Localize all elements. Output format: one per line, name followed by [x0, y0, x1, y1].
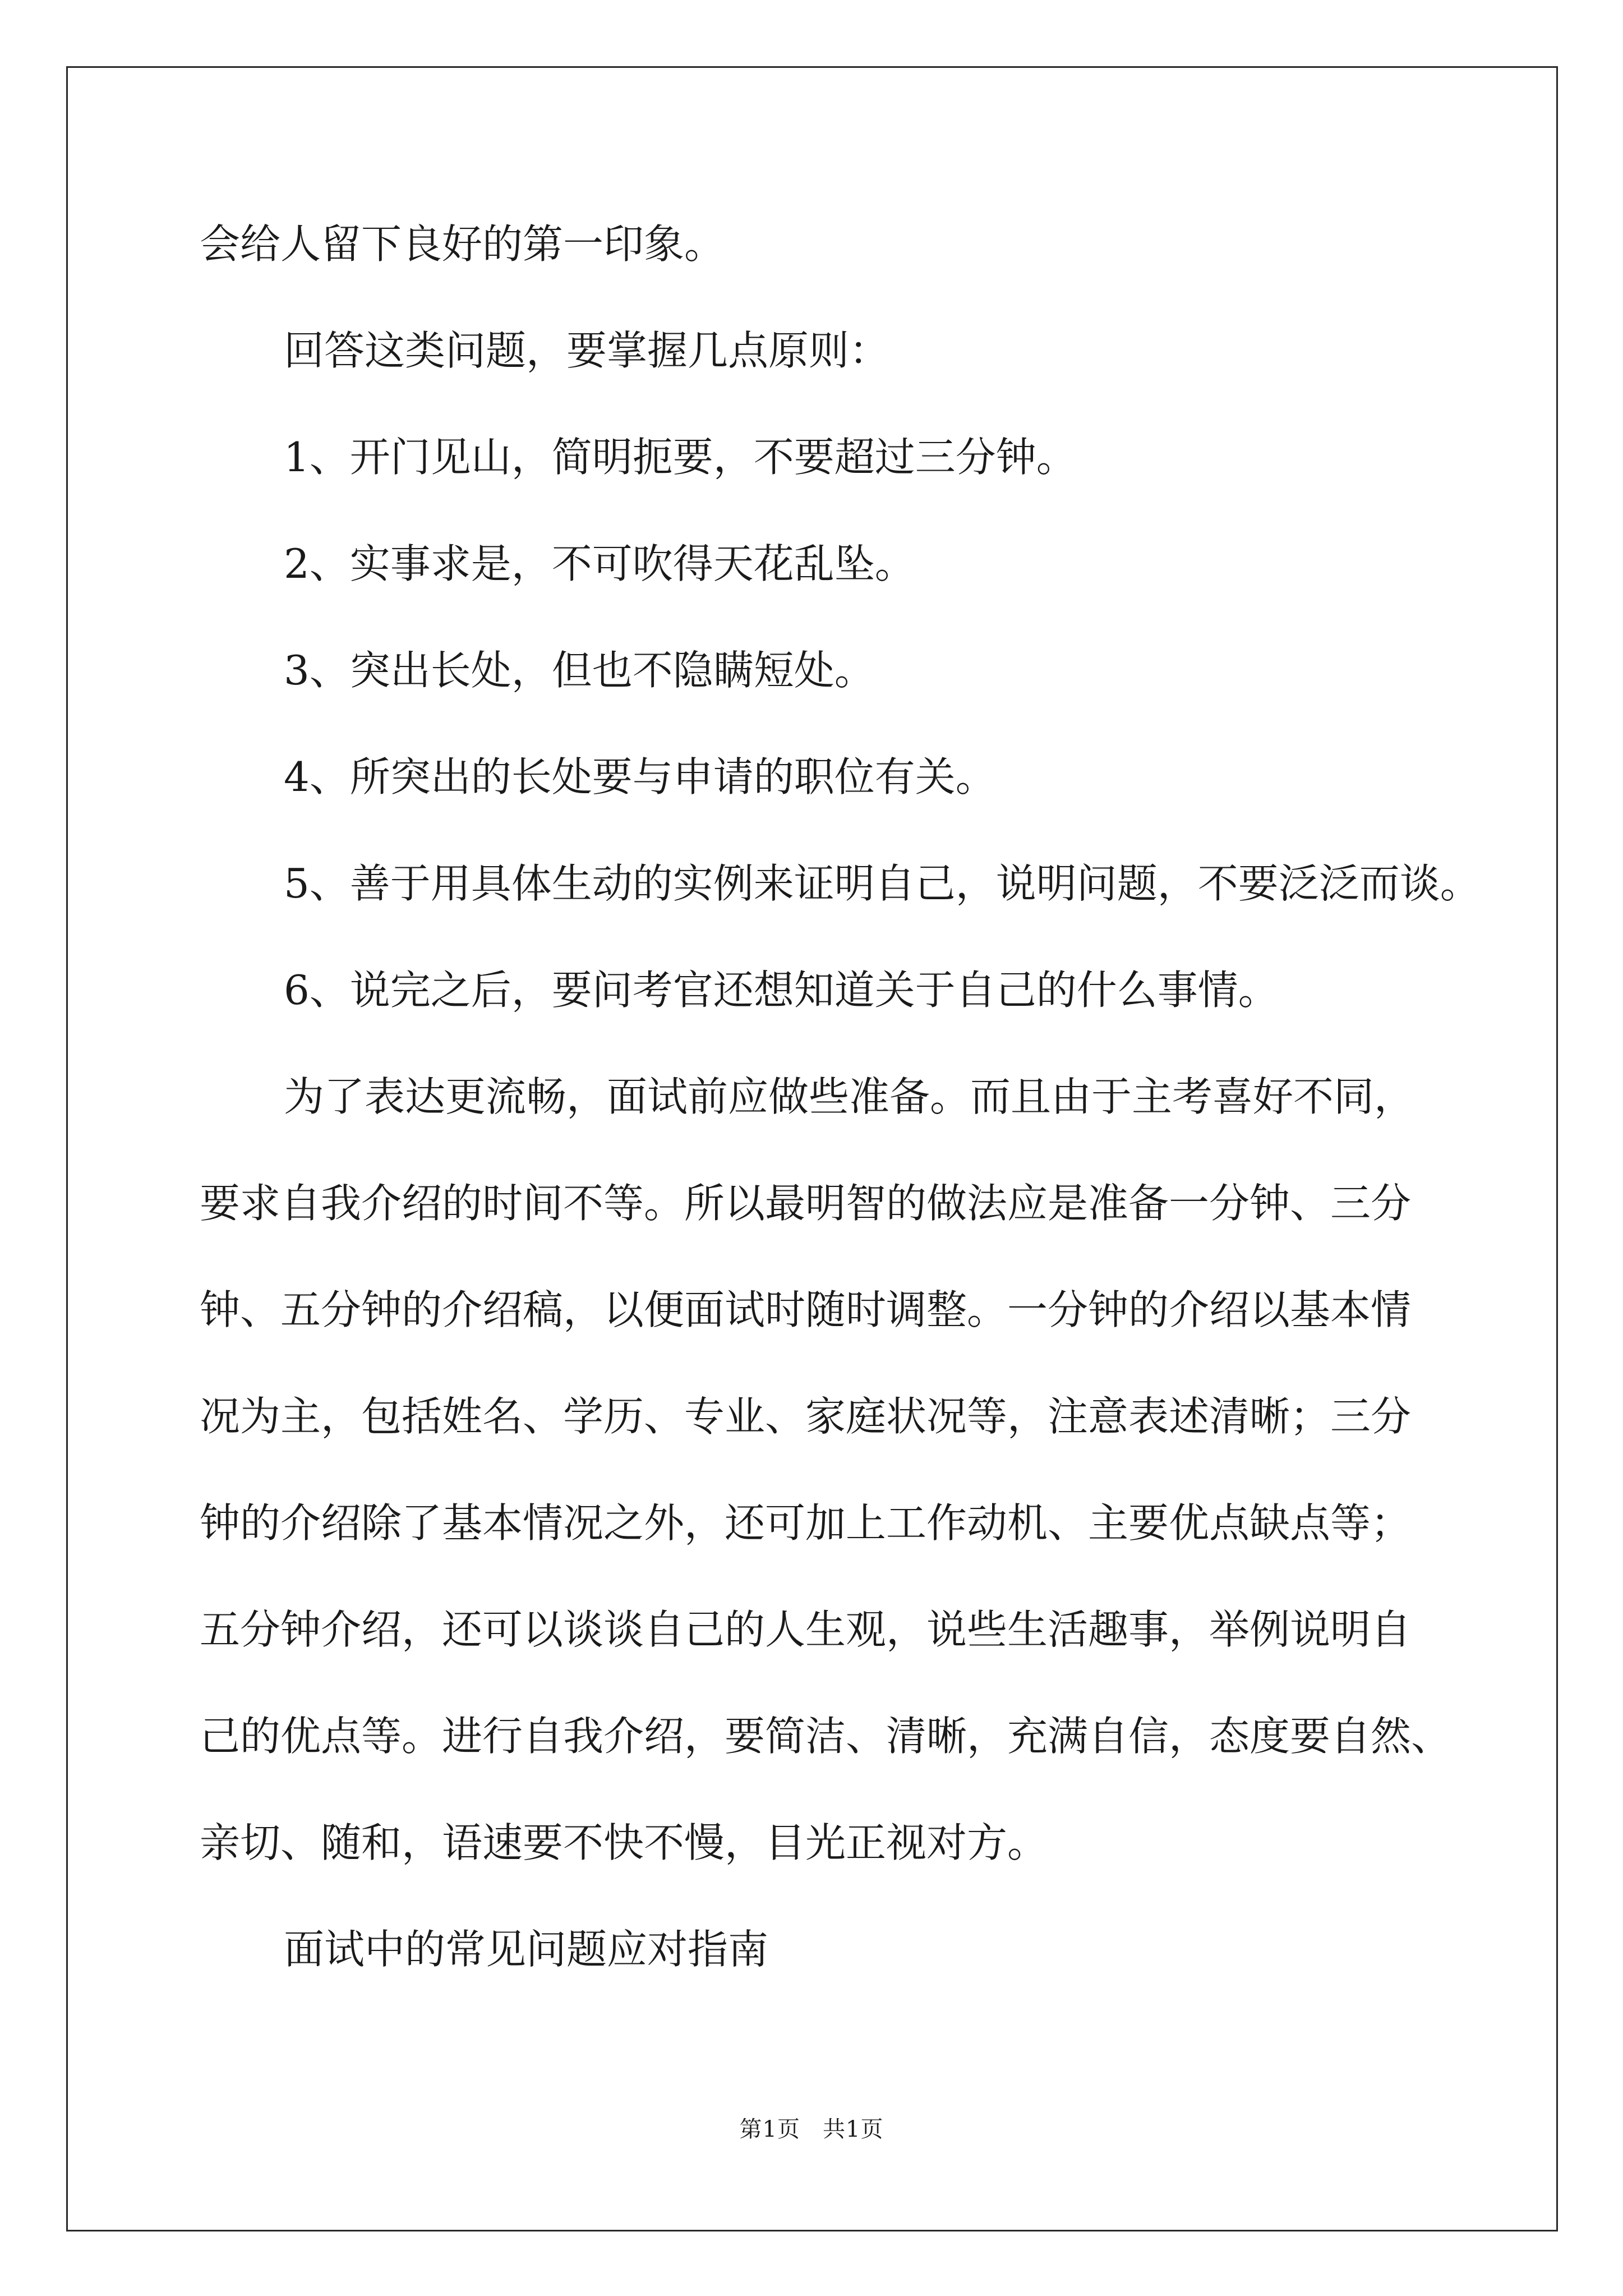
paragraph-line: 己的优点等。进行自我介绍，要简洁、清晰，充满自信，态度要自然、	[200, 1713, 1452, 1760]
paragraph-line: 况为主，包括姓名、学历、专业、家庭状况等，注意表述清晰；三分	[200, 1393, 1412, 1440]
paragraph-line: 为了表达更流畅，面试前应做些准备。而且由于主考喜好不同，	[284, 1073, 1415, 1120]
page-footer	[0, 2113, 1623, 2146]
paragraph-line: 亲切、随和，语速要不快不慢，目光正视对方。	[200, 1819, 1048, 1866]
paragraph-line: 要求自我介绍的时间不等。所以最明智的做法应是准备一分钟、三分	[200, 1180, 1412, 1227]
list-item: 6、说完之后，要问考官还想知道关于自己的什么事情。	[284, 967, 1279, 1014]
list-item: 3、突出长处，但也不隐瞒短处。	[284, 647, 875, 694]
page-total: 共1页	[823, 2116, 884, 2142]
paragraph-line: 钟、五分钟的介绍稿，以便面试时随时调整。一分钟的介绍以基本情	[200, 1286, 1412, 1333]
paragraph-line: 钟的介绍除了基本情况之外，还可加上工作动机、主要优点缺点等；	[200, 1499, 1412, 1547]
list-item: 5、善于用具体生动的实例来证明自己，说明问题，不要泛泛而谈。	[284, 860, 1481, 907]
list-item: 2、实事求是，不可吹得天花乱坠。	[284, 540, 915, 587]
list-item: 4、所突出的长处要与申请的职位有关。	[284, 753, 996, 800]
document-body	[200, 191, 1481, 2003]
paragraph-line: 会给人留下良好的第一印象。	[200, 220, 725, 268]
paragraph-line: 回答这类问题，要掌握几点原则：	[284, 327, 890, 374]
paragraph-line: 五分钟介绍，还可以谈谈自己的人生观，说些生活趣事，举例说明自	[200, 1606, 1412, 1653]
page-number: 第1页	[739, 2116, 800, 2142]
list-item: 1、开门见山，简明扼要，不要超过三分钟。	[284, 434, 1077, 481]
section-heading: 面试中的常见问题应对指南	[284, 1926, 769, 1973]
